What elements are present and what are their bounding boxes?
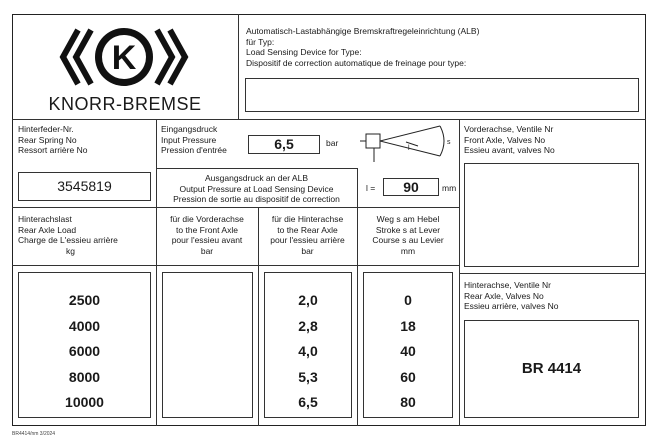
front-axle-values-box <box>162 272 253 418</box>
spring-number-field: 3545819 <box>18 172 151 201</box>
front-axle-column-header: für die Vorderachse to the Front Axle pour l'essieu avant bar <box>170 214 244 256</box>
rear-pressure-value: 6,5 <box>298 394 318 410</box>
load-value: 4000 <box>68 317 101 334</box>
divider <box>156 207 357 208</box>
rear-valves-label: Hinterachse, Ventile Nr Rear Axle, Valves No Essieu arrière, valves No <box>464 280 559 311</box>
rear-pressure-value: 2,8 <box>298 317 318 334</box>
lever-diagram-icon <box>356 120 456 168</box>
stroke-value: 18 <box>400 317 416 334</box>
load-value: 6000 <box>68 343 101 359</box>
lever-s-label: s <box>447 139 451 146</box>
divider <box>357 168 358 426</box>
lever-length-prefix: l = <box>366 183 376 193</box>
stroke-value: 40 <box>400 343 416 359</box>
front-valves-label: Vorderachse, Ventile Nr Front Axle, Valves No Essieu avant, valves No <box>464 124 555 155</box>
stroke-value: 0 <box>404 292 412 308</box>
load-value: 10000 <box>65 394 104 410</box>
type-field <box>245 78 639 112</box>
rear-pressure-value: 4,0 <box>298 343 318 359</box>
logo-mark-icon <box>58 24 190 90</box>
load-column-header: Hinterachslast Rear Axle Load Charge de L'essieu arrière kg <box>18 214 118 256</box>
input-pressure-label: Eingangsdruck Input Pressure Pression d'entrée <box>161 124 227 155</box>
rear-pressure-value: 2,0 <box>298 292 318 308</box>
load-value: 2500 <box>68 292 101 308</box>
divider <box>156 168 357 169</box>
stroke-values <box>363 288 453 416</box>
divider <box>12 265 459 266</box>
input-pressure-unit: bar <box>326 138 339 148</box>
rear-pressure-value: 5,3 <box>298 368 318 385</box>
lever-diagram <box>356 120 456 168</box>
divider <box>357 207 459 208</box>
input-pressure-field: 6,5 <box>248 135 320 154</box>
logo-letter: K <box>111 39 137 77</box>
divider <box>459 273 646 274</box>
divider <box>238 14 239 119</box>
stroke-value: 80 <box>400 394 416 410</box>
rear-axle-column-header: für die Hinterachse to the Rear Axle pour l'essieu arrière bar <box>270 214 345 256</box>
spring-label: Hinterfeder-Nr. Rear Spring No Ressort arrière No <box>18 124 88 155</box>
output-pressure-header: Ausgangsdruck an der ALB Output Pressure at Load Sensing Device Pression de sortie au dispositif de correction <box>173 173 340 204</box>
stroke-column-header: Weg s am Hebel Stroke s at Lever Course s au Levier mm <box>372 214 444 256</box>
footnote: BR4414/nm 3/2024 <box>12 431 56 437</box>
stroke-value: 60 <box>400 368 416 385</box>
title-text: Automatisch-Lastabhängige Bremskraftregeleinrichtung (ALB) für Typ: Load Sensing Device for Type: Dispositif de correction automatique de freinage pour type: <box>246 26 480 68</box>
knorr-bremse-logo <box>58 24 190 90</box>
lever-length-unit: mm <box>442 183 457 193</box>
front-valves-field <box>464 163 639 267</box>
load-value: 8000 <box>68 368 101 385</box>
divider <box>12 119 646 120</box>
rear-axle-values <box>264 288 352 416</box>
rear-valves-field: BR 4414 <box>464 320 639 418</box>
load-values <box>18 288 151 416</box>
brand-name: KNORR-BREMSE <box>48 94 202 114</box>
lever-l-label: l <box>408 145 410 152</box>
lever-length-field: 90 <box>383 178 439 196</box>
divider <box>12 207 156 208</box>
